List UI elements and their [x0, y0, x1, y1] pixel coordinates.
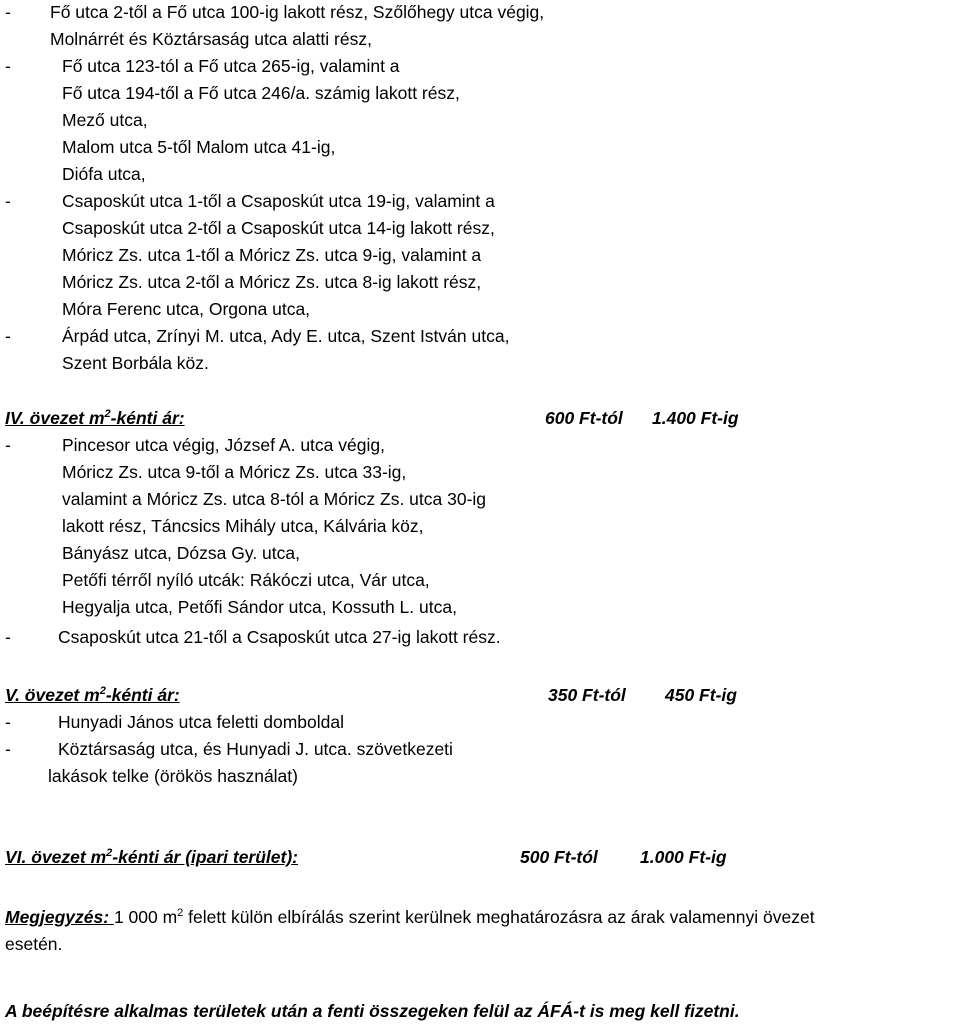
list-item: Pincesor utca végig, József A. utca végig,: [62, 435, 385, 455]
zone-6-price-to: 1.000 Ft-ig: [640, 847, 727, 867]
note-sup: 2: [177, 907, 184, 919]
zone-5-sup: 2: [99, 685, 106, 697]
list-item: valamint a Móricz Zs. utca 8-tól a Móricz Zs. utca 30-ig: [62, 489, 487, 509]
zone-6-price-from: 500 Ft-tól: [520, 847, 598, 867]
list-item: Molnárrét és Köztársaság utca alatti rész,: [50, 29, 372, 49]
list-item: Köztársaság utca, és Hunyadi J. utca. szövetkezeti: [58, 739, 453, 759]
zone-6-title-suffix: -kénti ár (ipari terület):: [112, 847, 299, 867]
list-item: Csaposkút utca 2-től a Csaposkút utca 14-ig lakott rész,: [62, 218, 495, 238]
list-dash: -: [5, 56, 11, 76]
list-dash: -: [5, 627, 11, 647]
list-dash: -: [5, 739, 11, 759]
list-item: Mező utca,: [62, 110, 148, 130]
list-item: Malom utca 5-től Malom utca 41-ig,: [62, 137, 336, 157]
note-line-2: esetén.: [5, 934, 63, 954]
zone-5-price-to: 450 Ft-ig: [665, 685, 737, 705]
list-item: Fő utca 194-től a Fő utca 246/a. számig lakott rész,: [62, 83, 460, 103]
list-item: Móra Ferenc utca, Orgona utca,: [62, 299, 311, 319]
note-text: 1 000 m: [113, 907, 178, 927]
list-item: Hegyalja utca, Petőfi Sándor utca, Kossuth L. utca,: [62, 597, 457, 617]
zone-5-title: V. övezet m: [5, 685, 100, 705]
zone-4-price-from: 600 Ft-tól: [545, 408, 623, 428]
list-item: Hunyadi János utca feletti domboldal: [58, 712, 345, 732]
list-item: Petőfi térről nyíló utcák: Rákóczi utca, Vár utca,: [62, 570, 430, 590]
list-item: Árpád utca, Zrínyi M. utca, Ady E. utca, Szent István utca,: [62, 326, 510, 346]
list-item: Fő utca 2-től a Fő utca 100-ig lakott rész, Szőlőhegy utca végig,: [50, 2, 545, 22]
list-item: Bányász utca, Dózsa Gy. utca,: [62, 543, 300, 563]
list-item: Csaposkút utca 1-től a Csaposkút utca 19-ig, valamint a: [62, 191, 495, 211]
list-dash: -: [5, 435, 11, 455]
note-label: Megjegyzés:: [5, 907, 114, 927]
note-text-suffix: felett külön elbírálás szerint kerülnek meghatározásra az árak valamennyi övezet: [183, 907, 815, 927]
zone-4-heading: [5, 408, 185, 428]
list-dash: -: [5, 712, 11, 732]
zone-5-heading: [5, 685, 180, 705]
zone-4-sup: 2: [104, 408, 111, 420]
zone-6-heading: [5, 847, 298, 867]
list-dash: -: [5, 2, 11, 22]
zone-4-title: IV. övezet m: [5, 408, 105, 428]
list-dash: -: [5, 191, 11, 211]
zone-4-price-to: 1.400 Ft-ig: [652, 408, 739, 428]
zone-6-title: VI. övezet m: [5, 847, 107, 867]
list-item: Szent Borbála köz.: [62, 353, 209, 373]
zone-6-sup: 2: [106, 847, 113, 859]
list-item: Móricz Zs. utca 9-től a Móricz Zs. utca 33-ig,: [62, 462, 407, 482]
vat-note: A beépítésre alkalmas területek után a fenti összegeken felül az ÁFÁ-t is meg kell fizetni.: [5, 1001, 740, 1021]
list-item: Diófa utca,: [62, 164, 146, 184]
list-item: lakott rész, Táncsics Mihály utca, Kálvária köz,: [62, 516, 424, 536]
note-line: [5, 907, 815, 927]
list-dash: -: [5, 326, 11, 346]
list-item: Fő utca 123-tól a Fő utca 265-ig, valamint a: [62, 56, 400, 76]
zone-5-price-from: 350 Ft-tól: [548, 685, 626, 705]
zone-5-title-suffix: -kénti ár:: [105, 685, 180, 705]
list-item: lakások telke (örökös használat): [48, 766, 298, 786]
list-item: Móricz Zs. utca 2-től a Móricz Zs. utca 8-ig lakott rész,: [62, 272, 482, 292]
list-item: Csaposkút utca 21-től a Csaposkút utca 27-ig lakott rész.: [58, 627, 501, 647]
zone-4-title-suffix: -kénti ár:: [110, 408, 185, 428]
list-item: Móricz Zs. utca 1-től a Móricz Zs. utca 9-ig, valamint a: [62, 245, 482, 265]
